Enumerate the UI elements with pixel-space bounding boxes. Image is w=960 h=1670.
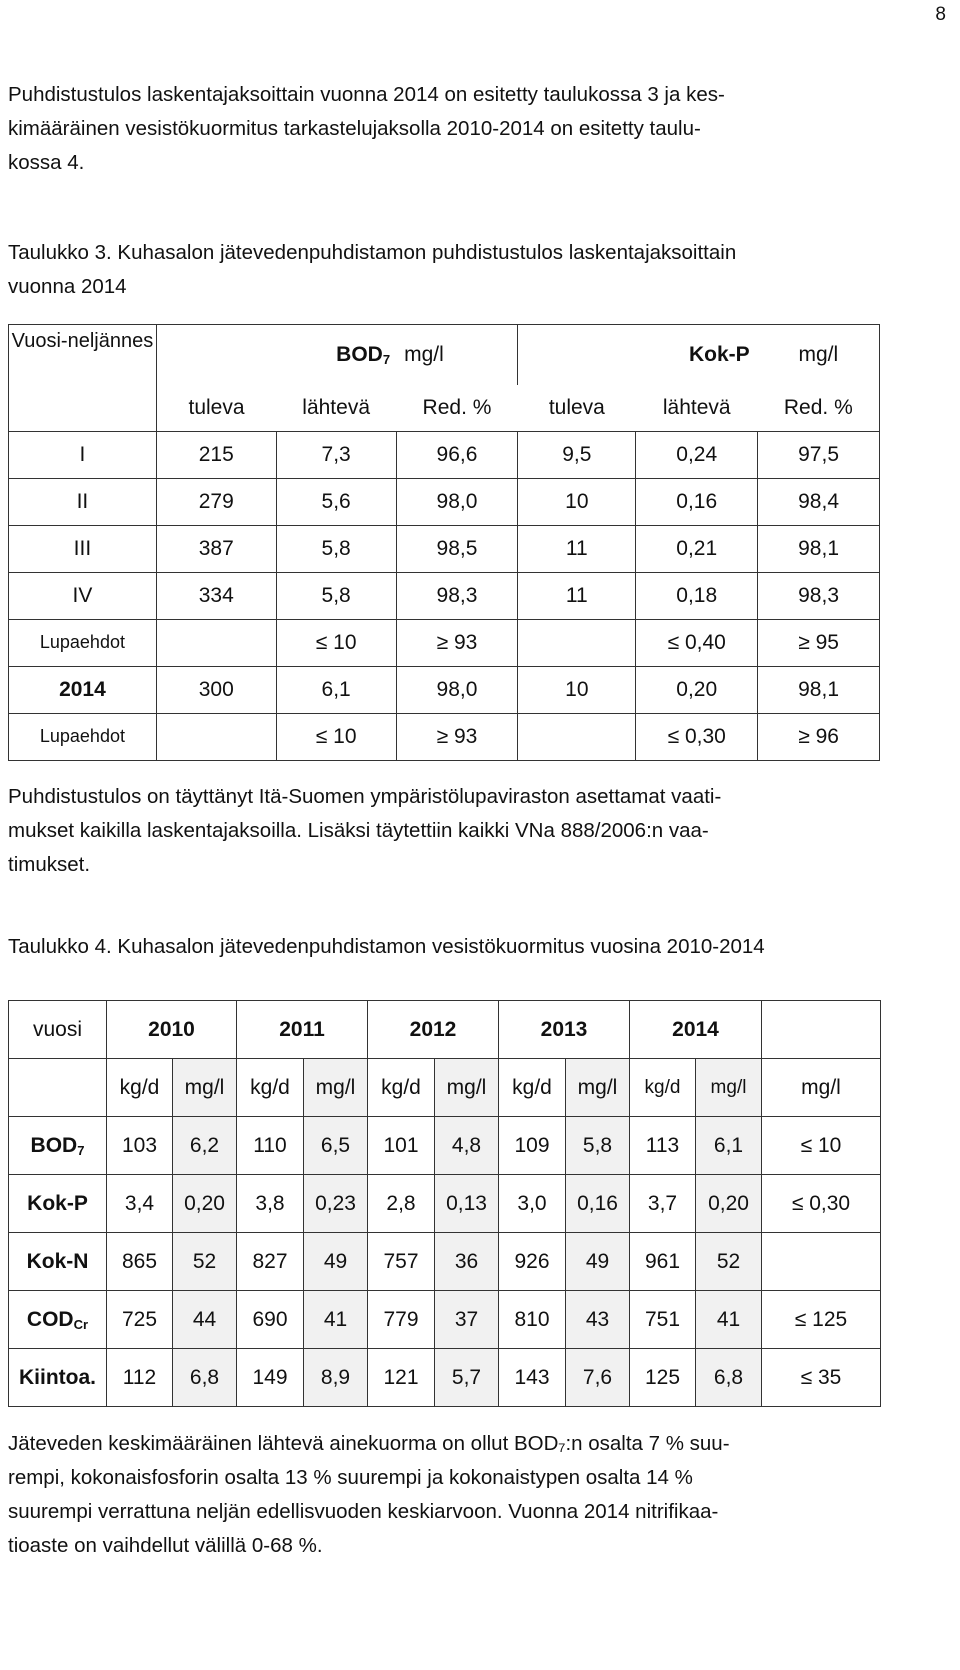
cell: 779	[368, 1291, 435, 1349]
row-label: I	[9, 431, 157, 478]
cell: 4,8	[435, 1117, 499, 1175]
cell: 41	[304, 1291, 368, 1349]
cell: 3,4	[107, 1175, 173, 1233]
cell: 101	[368, 1117, 435, 1175]
param-sub: Cr	[73, 1316, 89, 1332]
cell: ≤ 10	[276, 619, 396, 666]
unit-cell: mg/l	[435, 1059, 499, 1117]
cell: 36	[435, 1233, 499, 1291]
cell	[156, 713, 276, 760]
cell: 2,8	[368, 1175, 435, 1233]
middle-line: mukset kaikilla laskentajaksoilla. Lisäksi täytettiin kaikki VNa 888/2006:n vaa-	[8, 819, 709, 842]
cell: 6,2	[173, 1117, 237, 1175]
cell: ≥ 93	[396, 619, 518, 666]
cell	[156, 619, 276, 666]
cell: 6,8	[173, 1349, 237, 1407]
table-row	[9, 666, 880, 713]
cell: 37	[435, 1291, 499, 1349]
cell: ≤ 0,40	[636, 619, 758, 666]
limit-cell: ≤ 0,30	[762, 1175, 881, 1233]
unit-cell: mg/l	[696, 1059, 762, 1117]
middle-paragraph	[8, 780, 933, 882]
row-label	[9, 1291, 107, 1349]
corner-label: Vuosi-neljännes	[9, 325, 157, 432]
table-row	[9, 1291, 881, 1349]
cell: 865	[107, 1233, 173, 1291]
year-header: 2011	[237, 1001, 368, 1059]
bod-unit: mg/l	[396, 325, 518, 385]
row-label	[9, 1349, 107, 1407]
cell: 98,4	[758, 478, 880, 525]
closing-line: suurempi verrattuna neljän edellisvuoden keskiarvoon. Vuonna 2014 nitrifikaa-	[8, 1500, 719, 1523]
table-row	[9, 478, 880, 525]
year-header: 2014	[630, 1001, 762, 1059]
table-row	[9, 525, 880, 572]
cell: 109	[499, 1117, 566, 1175]
table4	[8, 1000, 881, 1407]
row-label: 2014	[9, 666, 157, 713]
row-label	[9, 1117, 107, 1175]
cell: 0,24	[636, 431, 758, 478]
cell: ≤ 0,30	[636, 713, 758, 760]
subheader-cell: Red. %	[396, 385, 518, 432]
kokp-header: Kok-P	[518, 325, 758, 385]
cell: 0,20	[173, 1175, 237, 1233]
row-label: II	[9, 478, 157, 525]
cell: 149	[237, 1349, 304, 1407]
unit-cell: kg/d	[368, 1059, 435, 1117]
cell: 0,18	[636, 572, 758, 619]
unit-cell: mg/l	[566, 1059, 630, 1117]
cell: 44	[173, 1291, 237, 1349]
cell: 98,3	[758, 572, 880, 619]
cell: ≥ 96	[758, 713, 880, 760]
subheader-cell: lähtevä	[276, 385, 396, 432]
cell: 98,0	[396, 666, 518, 713]
param-name: Kok-P	[27, 1191, 88, 1215]
closing-line: rempi, kokonaisfosforin osalta 13 % suurempi ja kokonaistypen osalta 14 %	[8, 1466, 693, 1489]
cell: 827	[237, 1233, 304, 1291]
corner-label: vuosi	[9, 1001, 107, 1059]
cell: 8,9	[304, 1349, 368, 1407]
row-label: Lupaehdot	[9, 619, 157, 666]
cell: 7,3	[276, 431, 396, 478]
param-sub: 7	[77, 1142, 85, 1158]
param-name: COD	[26, 1307, 74, 1331]
empty-cell	[762, 1001, 881, 1059]
cell: 961	[630, 1233, 696, 1291]
closing-line: Jäteveden keskimääräinen lähtevä ainekuorma on ollut BOD₇:n osalta 7 % suu-	[8, 1432, 730, 1455]
cell: 98,3	[396, 572, 518, 619]
cell: 6,8	[696, 1349, 762, 1407]
table3-header-row	[9, 325, 880, 385]
cell: 113	[630, 1117, 696, 1175]
unit-cell: mg/l	[304, 1059, 368, 1117]
cell: 98,0	[396, 478, 518, 525]
cell: 300	[156, 666, 276, 713]
table-row	[9, 619, 880, 666]
cell: 11	[518, 525, 636, 572]
empty-cell	[9, 1059, 107, 1117]
cell: 41	[696, 1291, 762, 1349]
bod-header	[156, 325, 396, 385]
cell: 3,7	[630, 1175, 696, 1233]
year-header: 2012	[368, 1001, 499, 1059]
cell: 0,23	[304, 1175, 368, 1233]
cell: 334	[156, 572, 276, 619]
table4-unit-row	[9, 1059, 881, 1117]
cell: 121	[368, 1349, 435, 1407]
cell: 0,20	[696, 1175, 762, 1233]
subheader-cell: tuleva	[518, 385, 636, 432]
limit-cell: ≤ 35	[762, 1349, 881, 1407]
cell: 6,1	[696, 1117, 762, 1175]
cell: 9,5	[518, 431, 636, 478]
closing-line: tioaste on vaihdellut välillä 0-68 %.	[8, 1534, 323, 1557]
unit-cell: kg/d	[237, 1059, 304, 1117]
cell	[518, 713, 636, 760]
cell: 0,16	[566, 1175, 630, 1233]
cell: 279	[156, 478, 276, 525]
cell: 215	[156, 431, 276, 478]
cell: 5,7	[435, 1349, 499, 1407]
cell: 5,6	[276, 478, 396, 525]
bod-label: BOD	[336, 342, 383, 366]
subheader-cell: Red. %	[758, 385, 880, 432]
row-label: IV	[9, 572, 157, 619]
cell: 3,8	[237, 1175, 304, 1233]
table-row	[9, 1349, 881, 1407]
table-row	[9, 572, 880, 619]
cell: 5,8	[276, 572, 396, 619]
cell: 98,1	[758, 525, 880, 572]
cell: 49	[566, 1233, 630, 1291]
caption-line: Taulukko 3. Kuhasalon jätevedenpuhdistamon puhdistustulos laskentajaksoittain	[8, 241, 737, 264]
cell: 690	[237, 1291, 304, 1349]
cell: 7,6	[566, 1349, 630, 1407]
cell: 3,0	[499, 1175, 566, 1233]
limit-cell: ≤ 10	[762, 1117, 881, 1175]
row-label: Lupaehdot	[9, 713, 157, 760]
subheader-cell: lähtevä	[636, 385, 758, 432]
cell: 52	[696, 1233, 762, 1291]
unit-cell: kg/d	[499, 1059, 566, 1117]
cell: 10	[518, 478, 636, 525]
cell: 11	[518, 572, 636, 619]
year-header: 2013	[499, 1001, 630, 1059]
intro-paragraph	[8, 78, 933, 180]
cell: 5,8	[566, 1117, 630, 1175]
param-name: BOD	[30, 1133, 78, 1157]
middle-line: timukset.	[8, 853, 91, 876]
table-row	[9, 713, 880, 760]
unit-cell: kg/d	[630, 1059, 696, 1117]
cell: 0,21	[636, 525, 758, 572]
cell: 387	[156, 525, 276, 572]
cell: 725	[107, 1291, 173, 1349]
cell: ≥ 93	[396, 713, 518, 760]
row-label	[9, 1233, 107, 1291]
middle-line: Puhdistustulos on täyttänyt Itä-Suomen ympäristölupaviraston asettamat vaati-	[8, 785, 722, 808]
cell: 10	[518, 666, 636, 713]
cell: 43	[566, 1291, 630, 1349]
cell: 52	[173, 1233, 237, 1291]
cell: ≤ 10	[276, 713, 396, 760]
cell: 110	[237, 1117, 304, 1175]
intro-line: kimääräinen vesistökuormitus tarkastelujaksolla 2010-2014 on esitetty taulu-	[8, 117, 701, 140]
cell: 0,13	[435, 1175, 499, 1233]
page-number: 8	[935, 4, 946, 25]
unit-cell: mg/l	[762, 1059, 881, 1117]
cell: 6,5	[304, 1117, 368, 1175]
cell	[518, 619, 636, 666]
cell: ≥ 95	[758, 619, 880, 666]
cell: 0,20	[636, 666, 758, 713]
cell: 751	[630, 1291, 696, 1349]
caption-line: vuonna 2014	[8, 275, 127, 298]
intro-line: Puhdistustulos laskentajaksoittain vuonna 2014 on esitetty taulukossa 3 ja kes-	[8, 83, 725, 106]
kokp-unit: mg/l	[758, 325, 880, 385]
cell: 112	[107, 1349, 173, 1407]
table-row	[9, 431, 880, 478]
cell: 6,1	[276, 666, 396, 713]
cell: 98,1	[758, 666, 880, 713]
limit-cell: ≤ 125	[762, 1291, 881, 1349]
cell: 0,16	[636, 478, 758, 525]
cell: 810	[499, 1291, 566, 1349]
table-row	[9, 1233, 881, 1291]
cell: 143	[499, 1349, 566, 1407]
cell: 125	[630, 1349, 696, 1407]
table-row	[9, 1175, 881, 1233]
row-label	[9, 1175, 107, 1233]
cell: 103	[107, 1117, 173, 1175]
table3-caption	[8, 236, 938, 304]
table-row	[9, 1117, 881, 1175]
cell: 96,6	[396, 431, 518, 478]
table3	[8, 324, 880, 761]
unit-cell: mg/l	[173, 1059, 237, 1117]
table4-year-row	[9, 1001, 881, 1059]
intro-line: kossa 4.	[8, 151, 85, 174]
bod-sub: 7	[382, 351, 391, 367]
cell: 97,5	[758, 431, 880, 478]
cell: 5,8	[276, 525, 396, 572]
param-name: Kiintoa.	[19, 1365, 96, 1389]
year-header: 2010	[107, 1001, 237, 1059]
limit-cell	[762, 1233, 881, 1291]
cell: 98,5	[396, 525, 518, 572]
subheader-cell: tuleva	[156, 385, 276, 432]
table4-caption: Taulukko 4. Kuhasalon jätevedenpuhdistamon vesistökuormitus vuosina 2010-2014	[8, 935, 765, 958]
cell: 757	[368, 1233, 435, 1291]
param-name: Kok-N	[26, 1249, 89, 1273]
unit-cell: kg/d	[107, 1059, 173, 1117]
row-label: III	[9, 525, 157, 572]
closing-paragraph	[8, 1427, 933, 1563]
cell: 926	[499, 1233, 566, 1291]
cell: 49	[304, 1233, 368, 1291]
